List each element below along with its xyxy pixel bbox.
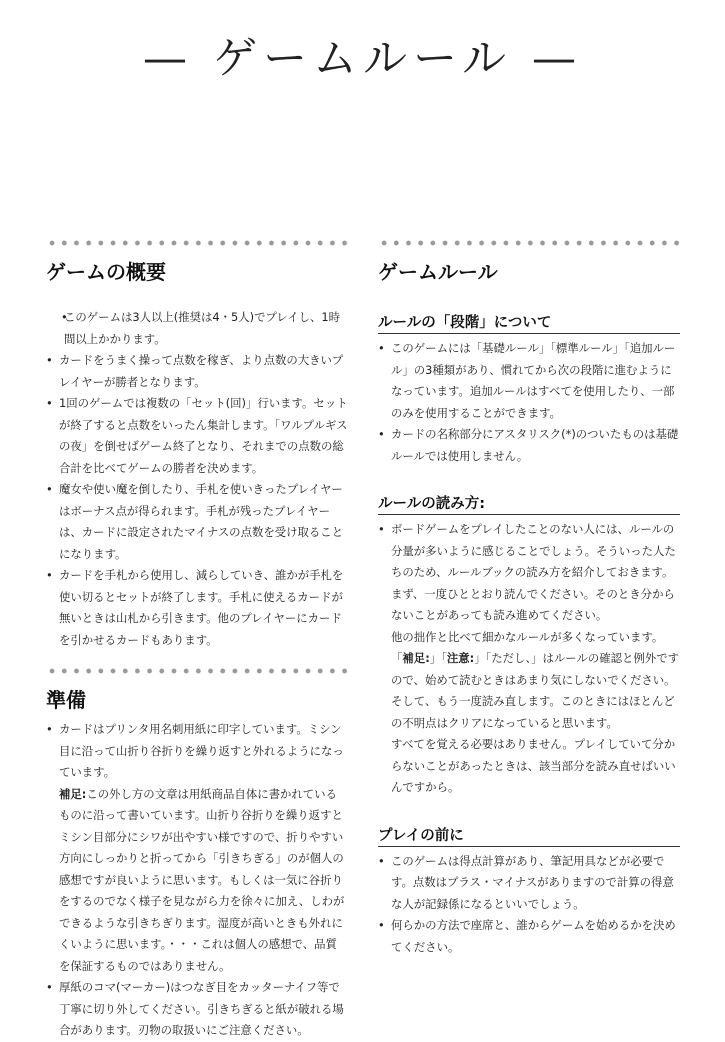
reading-list xyxy=(378,519,680,799)
stages-heading: ルールの「段階」について xyxy=(378,311,680,334)
page-title: — ゲームルール — xyxy=(142,33,583,84)
overview-heading: ゲームの概要 xyxy=(46,260,166,284)
list-item: • カードの名称部分にアスタリスク(*)のついたものは基礎ルールでは使用しません。 xyxy=(378,424,680,467)
dotted-divider xyxy=(46,240,348,246)
list-item: • このゲームには「基礎ルール」「標準ルール」「追加ルール」の3種類があり、慣れてから次の段階に進むようになっています。追加ルールはすべてを使用したり、一部のみを使用することができます。 xyxy=(378,338,680,424)
list-item xyxy=(46,719,348,977)
reading-para: • ボードゲームをプレイしたことのない人には、ルールの分量が多いように感じることでしょう。そういった人たちのため、ルールブックの読み方を紹介しておきます。 xyxy=(391,522,676,579)
note-label: 補足: xyxy=(59,786,87,801)
list-item: • 何らかの方法で座席と、誰からゲームを始めるかを決めてください。 xyxy=(378,915,680,958)
list-item xyxy=(378,519,680,799)
list-item: • 魔女や使い魔を倒したり、手札を使いきったプレイヤーはボーナス点が得られます。手札が残ったプレイヤーは、カードに設定されたマイナスの点数を受け取ることになります。 xyxy=(46,479,348,565)
dotted-divider xyxy=(378,240,680,246)
stages-list xyxy=(378,338,680,467)
reading-text: 」「ただし、」はルールの確認と例外ですので、始めて読むときはあまり気にしないでください。そして、もう一度読み直します。このときにはほとんどの不明点はクリアになっていると思います。 xyxy=(391,651,679,730)
list-item: • カードを手札から使用し、減らしていき、誰かが手札を使い切るとセットが終了します。手札に使えるカードが無いときは山札から引きます。他のプレイヤーにカードを引かせるカードもあります。 xyxy=(46,565,348,651)
rules-heading: ゲームルール xyxy=(378,260,498,284)
prep-item-text: • カードはプリンタ用名刺用紙に印字しています。ミシン目に沿って山折り谷折りを繰り返すと外れるようになっています。 xyxy=(59,722,344,779)
left-column xyxy=(46,240,348,1042)
reading-heading: ルールの読み方: xyxy=(378,492,680,515)
prep-heading: 準備 xyxy=(46,688,86,712)
reading-text: 他の拙作と比べて細かなルールが多くなっています。「 xyxy=(391,629,664,665)
list-item: • このゲームは得点計算があり、筆記用具などが必要です。点数はプラス・マイナスがありますので計算の得意な人が記録係になるといいでしょう。 xyxy=(378,851,680,916)
list-item: • カードをうまく操って点数を稼ぎ、より点数の大きいプレイヤーが勝者となります。 xyxy=(46,350,348,393)
reading-para xyxy=(391,627,680,735)
reading-text: 」「 xyxy=(429,651,447,665)
reading-para: すべてを覚える必要はありません。プレイしていて分からないことがあったときは、該当部分を読み直せばいいんですから。 xyxy=(391,737,676,794)
list-item: • 1回のゲームでは複数の「セット(回)」行います。セットが終了すると点数をいったん集計します。「ワルプルギスの夜」を倒せばゲーム終了となり、それまでの点数の総合計を比べてゲームの勝者を決めます。 xyxy=(46,393,348,479)
note-text: この外し方の文章は用紙商品自体に書かれているものに沿って書いています。山折り谷折りを繰り返すとミシン目部分にシワが出やすい様ですので、折りやすい方向にしっかりと折ってから「引きちぎる」のが個人の感想ですが良いように思います。もしくは一気に谷折りをするのでなく様子を見ながら力を徐々に加え、しわができるような引きちぎります。湿度が高いときも外れにくいように思います。・・・これは個人の感想で、品質を保証するものではありません。 xyxy=(59,786,345,973)
reading-para: まず、一度ひととおり読んでください。そのとき分からないことがあっても読み進めてください。 xyxy=(391,586,675,622)
before-play-list xyxy=(378,851,680,959)
dotted-divider xyxy=(46,668,348,674)
right-column xyxy=(378,240,680,958)
prep-list xyxy=(46,719,348,1042)
list-item: • このゲームは3人以上(推奨は4・5人)でプレイし、1時間以上かかります。 xyxy=(46,307,348,350)
list-item: • 厚紙のコマ(マーカー)はつなぎ目をカッターナイフ等で丁寧に切り外してください。引きちぎると紙が破れる場合があります。刃物の取扱いにご注意ください。 xyxy=(46,977,348,1042)
caution-label: 注意: xyxy=(446,651,475,665)
note-label: 補足: xyxy=(402,651,430,665)
prep-note xyxy=(59,784,348,978)
overview-list xyxy=(46,307,348,651)
before-play-heading: プレイの前に xyxy=(378,824,680,847)
